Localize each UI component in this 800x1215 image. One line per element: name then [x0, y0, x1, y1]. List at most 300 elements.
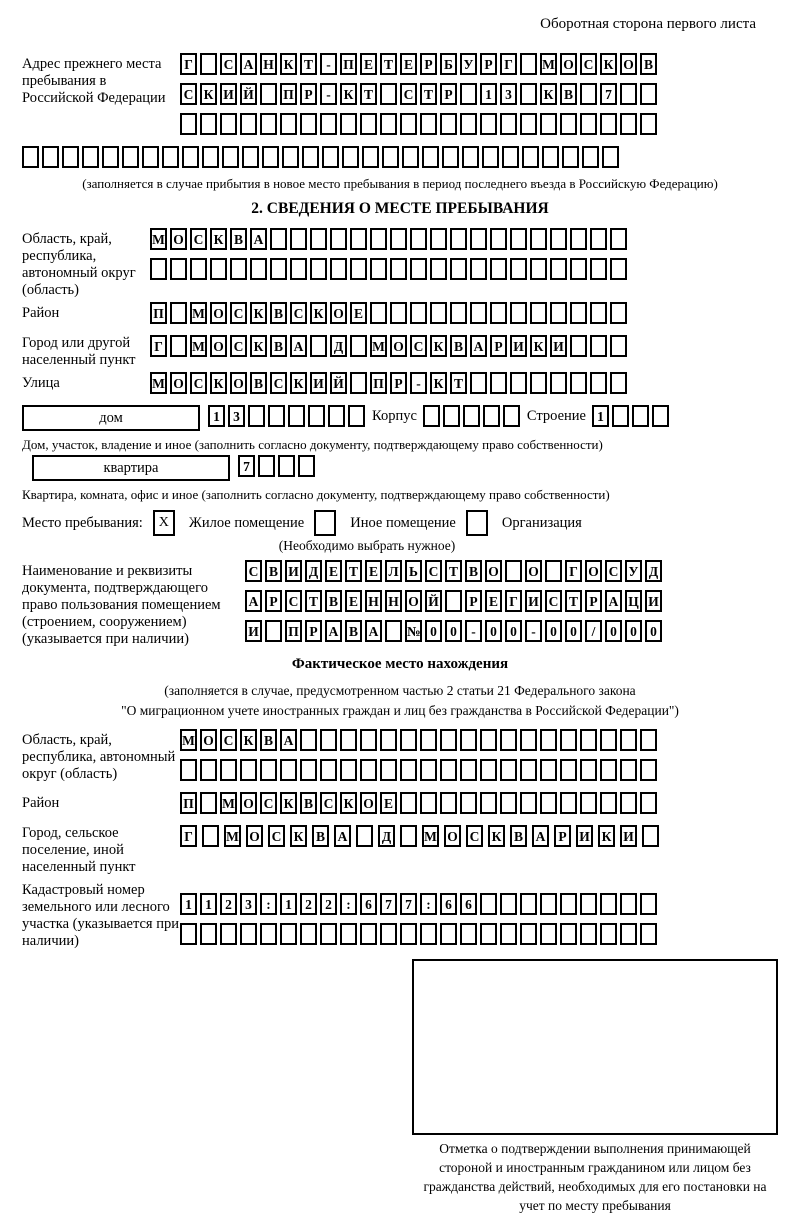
char-cell	[150, 258, 167, 280]
char-cell	[510, 228, 527, 250]
actual-region-cells	[180, 729, 660, 789]
char-cell: М	[370, 335, 387, 357]
char-cell: В	[270, 302, 287, 324]
stay-type-note: (Необходимо выбрать нужное)	[278, 538, 456, 553]
char-cell	[300, 729, 317, 751]
char-cell	[482, 146, 499, 168]
char-cell	[503, 405, 520, 427]
char-cell: Т	[345, 560, 362, 582]
actual-location-note	[22, 681, 778, 721]
char-cell	[580, 83, 597, 105]
char-cell	[280, 923, 297, 945]
char-cell: 1	[592, 405, 609, 427]
char-cell	[560, 923, 577, 945]
char-cell	[180, 759, 197, 781]
char-cell: В	[640, 53, 657, 75]
char-cell	[530, 228, 547, 250]
char-cell: 0	[485, 620, 502, 642]
char-cell: К	[240, 729, 257, 751]
actual-district-row	[180, 792, 660, 818]
char-cell: К	[280, 53, 297, 75]
char-cell	[442, 146, 459, 168]
char-cell: А	[280, 729, 297, 751]
char-cell	[530, 372, 547, 394]
char-cell: О	[560, 53, 577, 75]
prev-address-row-4	[22, 146, 778, 172]
char-cell	[570, 302, 587, 324]
char-cell	[402, 146, 419, 168]
char-cell	[362, 146, 379, 168]
city-row	[150, 335, 630, 361]
char-cell	[610, 335, 627, 357]
char-cell: О	[240, 792, 257, 814]
char-cell: К	[340, 83, 357, 105]
stay-type-label: Место пребывания:	[22, 514, 143, 531]
prev-address-label: Адрес прежнего места пребывания в Российской Федерации	[22, 56, 166, 106]
char-cell	[400, 792, 417, 814]
char-cell	[423, 405, 440, 427]
char-cell	[640, 759, 657, 781]
char-cell	[580, 113, 597, 135]
char-cell: Т	[445, 560, 462, 582]
char-cell	[550, 228, 567, 250]
char-cell: 0	[425, 620, 442, 642]
char-cell	[180, 113, 197, 135]
char-cell: И	[576, 825, 593, 847]
char-cell	[540, 113, 557, 135]
char-cell	[440, 792, 457, 814]
char-cell: С	[290, 302, 307, 324]
char-cell: С	[425, 560, 442, 582]
char-cell: И	[525, 590, 542, 612]
char-cell	[320, 113, 337, 135]
char-cell: Т	[380, 53, 397, 75]
char-cell: Д	[645, 560, 662, 582]
char-cell: Д	[378, 825, 395, 847]
char-cell	[310, 228, 327, 250]
city-field	[22, 335, 778, 369]
char-cell: И	[645, 590, 662, 612]
char-cell: В	[260, 729, 277, 751]
char-cell: О	[200, 729, 217, 751]
char-cell	[640, 792, 657, 814]
char-cell	[550, 302, 567, 324]
char-cell	[270, 228, 287, 250]
char-cell	[210, 258, 227, 280]
char-cell	[265, 620, 282, 642]
char-cell	[500, 113, 517, 135]
char-cell: 0	[625, 620, 642, 642]
char-cell	[348, 405, 365, 427]
char-cell	[500, 893, 517, 915]
char-cell	[460, 83, 477, 105]
char-cell	[480, 893, 497, 915]
char-cell	[480, 113, 497, 135]
char-cell	[520, 53, 537, 75]
char-cell: У	[460, 53, 477, 75]
char-cell	[545, 560, 562, 582]
char-cell: В	[325, 590, 342, 612]
char-cell: О	[585, 560, 602, 582]
char-cell	[400, 113, 417, 135]
char-cell: Р	[420, 53, 437, 75]
char-cell	[400, 825, 417, 847]
char-cell: Г	[505, 590, 522, 612]
char-cell	[460, 759, 477, 781]
char-cell	[400, 729, 417, 751]
char-cell: В	[312, 825, 329, 847]
back-side-title: Оборотная сторона первого листа	[540, 16, 756, 32]
char-cell	[480, 729, 497, 751]
char-cell	[580, 893, 597, 915]
char-cell: С	[545, 590, 562, 612]
char-cell	[640, 83, 657, 105]
char-cell: М	[190, 302, 207, 324]
char-cell	[570, 372, 587, 394]
char-cell: -	[320, 83, 337, 105]
char-cell	[300, 759, 317, 781]
actual-region-field	[22, 729, 778, 789]
char-cell: М	[150, 372, 167, 394]
char-cell	[610, 258, 627, 280]
char-cell	[490, 302, 507, 324]
char-cell: П	[340, 53, 357, 75]
char-cell	[460, 113, 477, 135]
char-cell	[360, 729, 377, 751]
char-cell	[520, 923, 537, 945]
prev-address-cells	[180, 53, 660, 143]
char-cell	[620, 83, 637, 105]
char-cell: 6	[360, 893, 377, 915]
stay-type-checkbox-organization	[466, 510, 488, 536]
char-cell: -	[320, 53, 337, 75]
char-cell	[380, 113, 397, 135]
char-cell	[170, 258, 187, 280]
char-cell	[262, 146, 279, 168]
char-cell: Д	[305, 560, 322, 582]
region-cells	[150, 228, 630, 288]
char-cell	[410, 302, 427, 324]
char-cell: 1	[280, 893, 297, 915]
confirmation-mark-area	[412, 959, 778, 1215]
char-cell: 2	[320, 893, 337, 915]
char-cell	[470, 302, 487, 324]
actual-region-label: Область, край, республика, автономный округ (область)	[22, 732, 176, 782]
char-cell	[250, 258, 267, 280]
char-cell: Т	[450, 372, 467, 394]
char-cell: Г	[565, 560, 582, 582]
char-cell: 0	[605, 620, 622, 642]
char-cell	[260, 83, 277, 105]
char-cell: С	[180, 83, 197, 105]
char-cell	[430, 302, 447, 324]
char-cell	[142, 146, 159, 168]
char-cell	[470, 228, 487, 250]
char-cell: :	[340, 893, 357, 915]
char-cell: 0	[545, 620, 562, 642]
prev-address-row-3	[180, 113, 660, 139]
char-cell	[480, 923, 497, 945]
char-cell	[590, 258, 607, 280]
region-field	[22, 228, 778, 299]
char-cell: :	[420, 893, 437, 915]
document-label: Наименование и реквизиты документа, подтверждающего право пользования помещением (строением, сооружением) (указывается при наличии)	[22, 563, 221, 647]
char-cell: С	[190, 228, 207, 250]
char-cell	[230, 258, 247, 280]
char-cell: И	[245, 620, 262, 642]
char-cell: Е	[365, 560, 382, 582]
char-cell	[385, 620, 402, 642]
char-cell	[642, 825, 659, 847]
char-cell: К	[290, 825, 307, 847]
char-cell	[490, 372, 507, 394]
char-cell: Т	[420, 83, 437, 105]
char-cell: Н	[385, 590, 402, 612]
char-cell	[570, 335, 587, 357]
confirmation-mark-box	[412, 959, 778, 1135]
char-cell	[600, 792, 617, 814]
char-cell	[390, 258, 407, 280]
char-cell: -	[410, 372, 427, 394]
char-cell: 3	[500, 83, 517, 105]
char-cell	[500, 729, 517, 751]
char-cell: О	[405, 590, 422, 612]
char-cell	[560, 893, 577, 915]
char-cell	[278, 455, 295, 477]
char-cell: М	[422, 825, 439, 847]
char-cell: 1	[200, 893, 217, 915]
char-cell	[240, 923, 257, 945]
char-cell: Р	[390, 372, 407, 394]
char-cell: С	[260, 792, 277, 814]
city-label: Город или другой населенный пункт	[22, 335, 136, 368]
char-cell	[530, 258, 547, 280]
char-cell	[460, 792, 477, 814]
char-cell	[463, 405, 480, 427]
char-cell: В	[345, 620, 362, 642]
char-cell: С	[268, 825, 285, 847]
char-cell	[240, 759, 257, 781]
document-row-1	[245, 560, 665, 586]
document-row-3	[245, 620, 665, 646]
char-cell	[520, 83, 537, 105]
char-cell: 1	[208, 405, 225, 427]
char-cell	[620, 729, 637, 751]
stay-type-checkbox-other	[314, 510, 336, 536]
char-cell: Ь	[405, 560, 422, 582]
char-cell	[240, 113, 257, 135]
street-label: Улица	[22, 375, 60, 391]
char-cell	[330, 258, 347, 280]
char-cell: 6	[460, 893, 477, 915]
district-label: Район	[22, 305, 60, 321]
char-cell: О	[210, 335, 227, 357]
char-cell: 2	[300, 893, 317, 915]
actual-region-row-1	[180, 729, 660, 755]
char-cell	[310, 258, 327, 280]
char-cell	[480, 759, 497, 781]
char-cell: И	[620, 825, 637, 847]
char-cell	[302, 146, 319, 168]
char-cell: М	[540, 53, 557, 75]
char-cell: С	[605, 560, 622, 582]
char-cell: Т	[565, 590, 582, 612]
char-cell	[22, 146, 39, 168]
settlement-label: Город, сельское поселение, иной населенный пункт	[22, 825, 136, 875]
char-cell	[550, 372, 567, 394]
char-cell: М	[150, 228, 167, 250]
char-cell: Р	[480, 53, 497, 75]
char-cell: И	[285, 560, 302, 582]
char-cell	[440, 729, 457, 751]
char-cell: Е	[350, 302, 367, 324]
region-label: Область, край, республика, автономный округ (область)	[22, 231, 136, 298]
char-cell	[460, 729, 477, 751]
char-cell	[500, 759, 517, 781]
char-cell	[580, 923, 597, 945]
char-cell: Т	[305, 590, 322, 612]
char-cell	[258, 455, 275, 477]
char-cell	[560, 113, 577, 135]
char-cell: Е	[325, 560, 342, 582]
stay-type-option-other: Иное помещение	[350, 514, 456, 531]
char-cell: О	[246, 825, 263, 847]
stay-type-option-organization: Организация	[501, 514, 582, 531]
char-cell	[420, 759, 437, 781]
char-cell	[356, 825, 373, 847]
prev-address-row-2	[180, 83, 660, 109]
char-cell	[600, 893, 617, 915]
char-cell	[600, 729, 617, 751]
char-cell: /	[585, 620, 602, 642]
char-cell	[500, 923, 517, 945]
char-cell	[410, 258, 427, 280]
street-field	[22, 372, 778, 402]
char-cell	[330, 228, 347, 250]
char-cell	[510, 258, 527, 280]
char-cell	[308, 405, 325, 427]
char-cell	[260, 113, 277, 135]
char-cell	[162, 146, 179, 168]
char-cell	[200, 792, 217, 814]
char-cell: 2	[220, 893, 237, 915]
char-cell	[612, 405, 629, 427]
char-cell	[298, 455, 315, 477]
cadastral-field	[22, 879, 778, 953]
char-cell: Д	[330, 335, 347, 357]
char-cell: О	[230, 372, 247, 394]
char-cell	[580, 792, 597, 814]
char-cell: И	[220, 83, 237, 105]
char-cell: 3	[228, 405, 245, 427]
char-cell	[322, 146, 339, 168]
char-cell	[600, 113, 617, 135]
char-cell	[520, 893, 537, 915]
char-cell: 0	[645, 620, 662, 642]
char-cell	[300, 923, 317, 945]
char-cell	[602, 146, 619, 168]
char-cell	[340, 759, 357, 781]
char-cell: П	[180, 792, 197, 814]
char-cell: Л	[385, 560, 402, 582]
char-cell	[360, 759, 377, 781]
char-cell	[640, 923, 657, 945]
char-cell	[220, 923, 237, 945]
char-cell: И	[510, 335, 527, 357]
char-cell: А	[325, 620, 342, 642]
char-cell: К	[250, 335, 267, 357]
char-cell: Р	[465, 590, 482, 612]
char-cell	[580, 759, 597, 781]
apartment-box-label: квартира	[32, 455, 230, 481]
char-cell: 0	[505, 620, 522, 642]
char-cell: Р	[490, 335, 507, 357]
char-cell	[540, 893, 557, 915]
street-row	[150, 372, 630, 398]
char-cell: Е	[380, 792, 397, 814]
char-cell: О	[170, 372, 187, 394]
actual-location-note-line1: (заполняется в случае, предусмотренном частью 2 статьи 21 Федерального закона	[164, 683, 636, 698]
char-cell: С	[320, 792, 337, 814]
char-cell	[610, 228, 627, 250]
char-cell	[340, 113, 357, 135]
char-cell	[520, 729, 537, 751]
char-cell	[502, 146, 519, 168]
char-cell	[220, 113, 237, 135]
char-cell: О	[390, 335, 407, 357]
char-cell	[182, 146, 199, 168]
char-cell	[202, 825, 219, 847]
char-cell: В	[450, 335, 467, 357]
char-cell	[390, 302, 407, 324]
confirmation-mark-note: Отметка о подтверждении выполнения принимающей стороной и иностранным гражданином или лицом без гражданства действий, необходимых для его постановки на учет по месту пребывания	[423, 1141, 767, 1213]
char-cell	[422, 146, 439, 168]
char-cell: В	[510, 825, 527, 847]
char-cell	[42, 146, 59, 168]
char-cell	[380, 729, 397, 751]
char-cell	[560, 729, 577, 751]
char-cell: Е	[485, 590, 502, 612]
char-cell: П	[280, 83, 297, 105]
char-cell	[530, 302, 547, 324]
char-cell: Е	[345, 590, 362, 612]
char-cell	[445, 590, 462, 612]
char-cell	[440, 923, 457, 945]
char-cell	[248, 405, 265, 427]
char-cell: А	[250, 228, 267, 250]
char-cell	[242, 146, 259, 168]
apartment-row	[22, 455, 778, 485]
char-cell	[400, 923, 417, 945]
char-cell: К	[600, 53, 617, 75]
char-cell: О	[525, 560, 542, 582]
char-cell: И	[550, 335, 567, 357]
char-cell: Р	[554, 825, 571, 847]
char-cell	[470, 372, 487, 394]
char-cell	[170, 335, 187, 357]
prev-address-note: (заполняется в случае прибытия в новое место пребывания в период последнего въезда в Российскую Федерацию)	[82, 176, 718, 191]
cadastral-row-2	[180, 923, 660, 949]
char-cell	[470, 258, 487, 280]
char-cell	[288, 405, 305, 427]
stay-type-option-residential: Жилое помещение	[188, 514, 305, 531]
char-cell	[370, 228, 387, 250]
char-cell: И	[310, 372, 327, 394]
char-cell: К	[280, 792, 297, 814]
char-cell	[320, 729, 337, 751]
char-cell: К	[250, 302, 267, 324]
char-cell	[590, 335, 607, 357]
